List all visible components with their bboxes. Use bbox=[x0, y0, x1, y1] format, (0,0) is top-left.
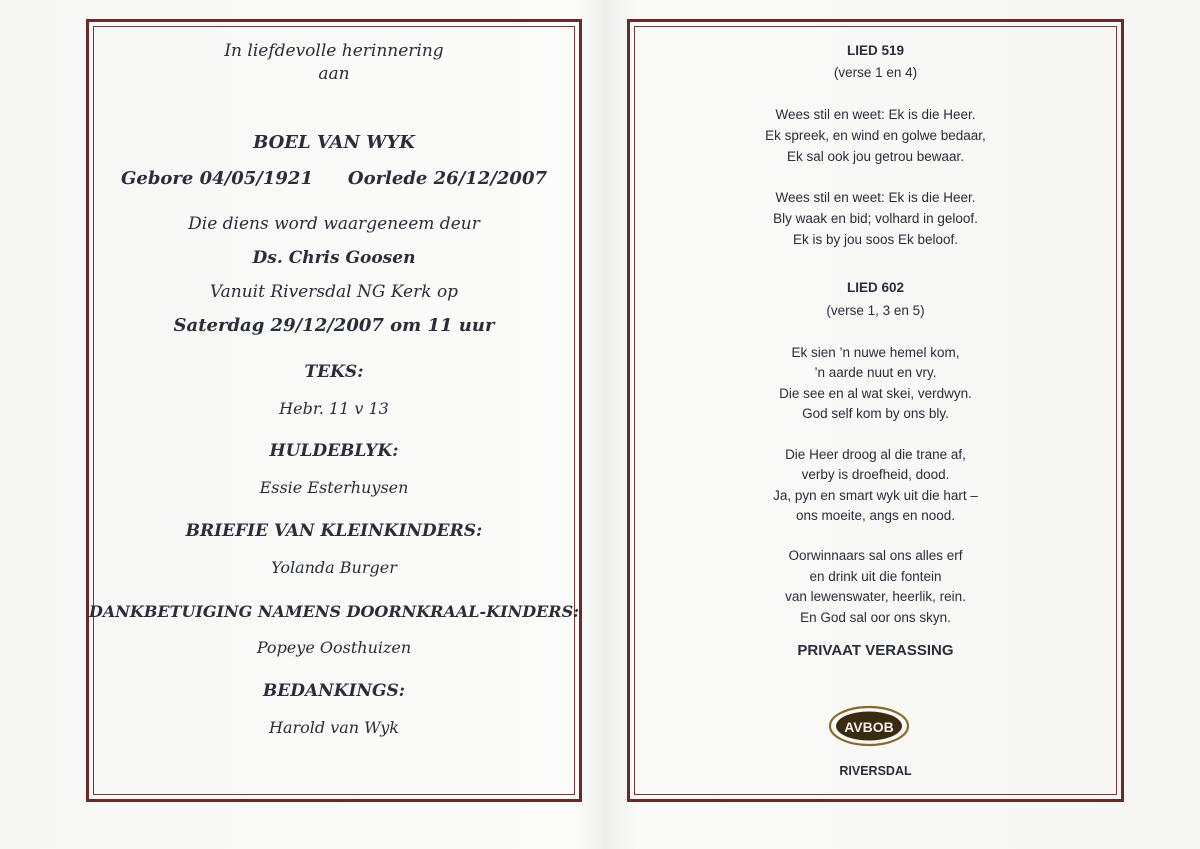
hymn1-line: Wees stil en weet: Ek is die Heer. bbox=[775, 107, 976, 122]
intro-line-2: aan bbox=[318, 64, 350, 84]
service-text: Die diens word waargeneem deur bbox=[188, 214, 480, 234]
hymn2-line: Ja, pyn en smart wyk uit die hart – bbox=[773, 488, 978, 503]
avbob-logo bbox=[828, 705, 910, 747]
hymn1-line: Ek sal ook jou getrou bewaar. bbox=[786, 149, 965, 164]
hymn2-title: LIED 602 bbox=[846, 280, 905, 295]
service-date-time: Saterdag 29/12/2007 om 11 uur bbox=[173, 315, 495, 336]
hymn1-line: Ek spreek, en wind en golwe bedaar, bbox=[765, 128, 986, 143]
hymn2-line: En God sal oor ons skyn. bbox=[800, 610, 951, 625]
hymn2-line: Ek sien ’n nuwe hemel kom, bbox=[791, 345, 960, 360]
hymn1-title: LIED 519 bbox=[846, 43, 905, 58]
minister-name: Ds. Chris Goosen bbox=[252, 248, 416, 268]
hymn2-line: Die see en al wat skei, verdwyn. bbox=[779, 386, 972, 401]
thanks-value: Harold van Wyk bbox=[268, 718, 399, 737]
hymn2-line: van lewenswater, heerlik, rein. bbox=[785, 589, 966, 604]
right-panel bbox=[627, 19, 1124, 802]
death-date: Oorlede 26/12/2007 bbox=[347, 168, 547, 189]
hymn1-line: Wees stil en weet: Ek is die Heer. bbox=[775, 190, 976, 205]
hymn2-verses: (verse 1, 3 en 5) bbox=[826, 303, 925, 318]
hymn2-line: Die Heer droog al die trane af, bbox=[785, 447, 966, 462]
avbob-logo-text: AVBOB bbox=[844, 719, 894, 735]
hymn2-line: en drink uit die fontein bbox=[809, 569, 942, 584]
hymn2-line: ons moeite, angs en nood. bbox=[795, 508, 956, 523]
hymn1-line: Ek is by jou soos Ek beloof. bbox=[792, 232, 959, 247]
location-text: RIVERSDAL bbox=[839, 764, 912, 778]
thanks-children-heading: DANKBETUIGING NAMENS DOORNKRAAL-KINDERS: bbox=[89, 602, 580, 621]
tribute-value: Essie Esterhuysen bbox=[259, 478, 409, 497]
private-cremation: PRIVAAT VERASSING bbox=[797, 642, 954, 659]
letter-value: Yolanda Burger bbox=[271, 558, 397, 577]
intro-line-1: In liefdevolle herinnering bbox=[224, 41, 444, 61]
hymn2-line: verby is droefheid, dood. bbox=[801, 467, 950, 482]
hymn2-line: Oorwinnaars sal ons alles erf bbox=[788, 548, 963, 563]
thanks-heading: BEDANKINGS: bbox=[262, 681, 406, 701]
teks-value: Hebr. 11 v 13 bbox=[279, 399, 389, 418]
hymn1-line: Bly waak en bid; volhard in geloof. bbox=[773, 211, 978, 226]
thanks-children-value: Popeye Oosthuizen bbox=[256, 638, 412, 657]
hymn2-line: ’n aarde nuut en vry. bbox=[814, 365, 937, 380]
left-panel bbox=[86, 19, 582, 802]
hymn2-line: God self kom by ons bly. bbox=[802, 406, 949, 421]
hymn1-verses: (verse 1 en 4) bbox=[833, 65, 918, 80]
letter-heading: BRIEFIE VAN KLEINKINDERS: bbox=[185, 521, 483, 541]
venue-text: Vanuit Riversdal NG Kerk op bbox=[209, 282, 459, 302]
tribute-heading: HULDEBLYK: bbox=[269, 441, 399, 461]
birth-date: Gebore 04/05/1921 bbox=[121, 168, 313, 189]
teks-heading: TEKS: bbox=[304, 362, 364, 382]
deceased-name: BOEL VAN WYK bbox=[253, 132, 415, 153]
